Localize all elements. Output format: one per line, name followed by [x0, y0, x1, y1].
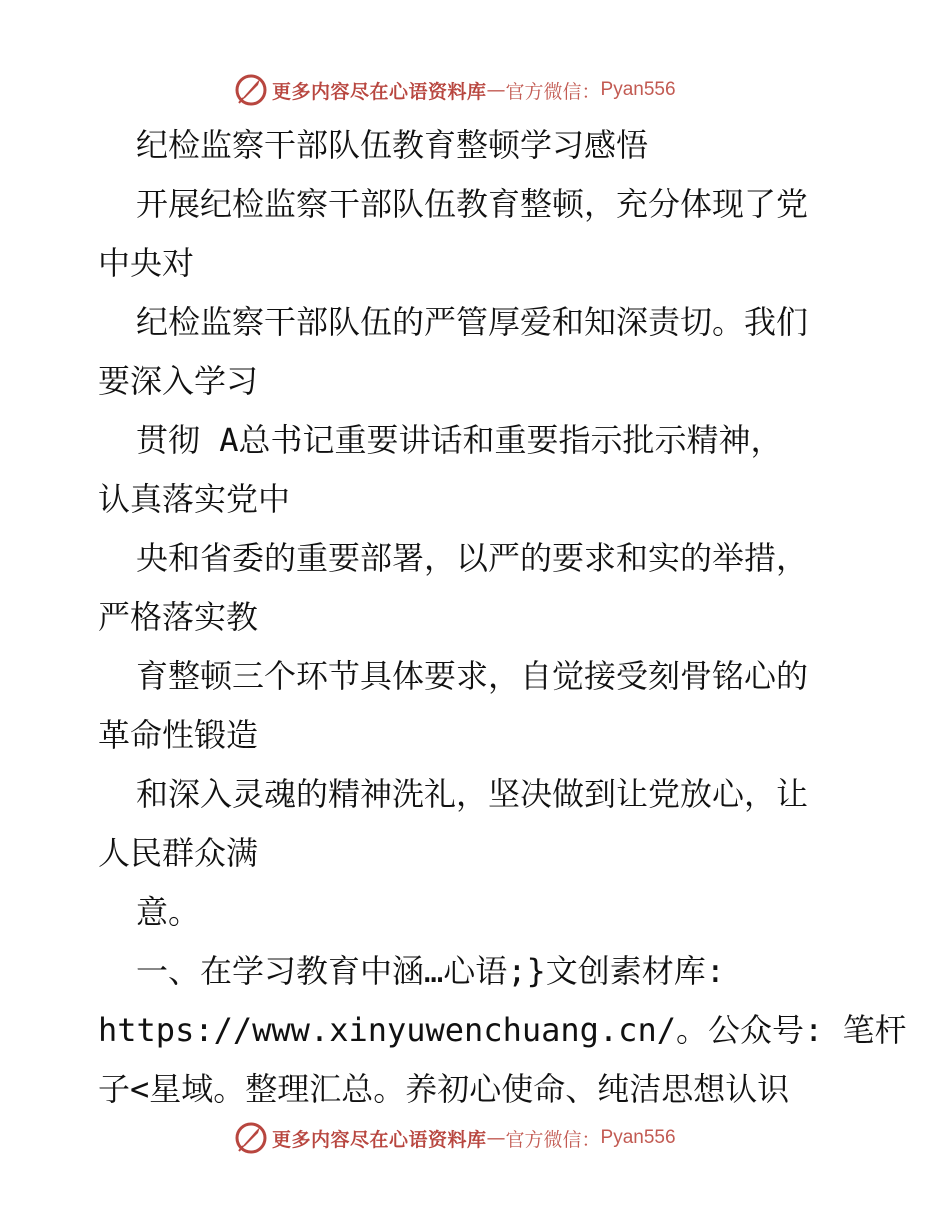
banner-wechat-id: Pyan556 [600, 79, 676, 100]
quill-logo-icon [234, 73, 268, 107]
text-line: 严格落实教 [98, 598, 259, 636]
banner-main-text: 更多内容尽在心语资料库 [272, 1128, 487, 1151]
text-line: 纪检监察干部队伍的严管厚爱和知深责切。我们 [136, 303, 809, 341]
document-body [98, 116, 907, 1119]
text-line: 贯彻 A总书记重要讲话和重要指示批示精神， [136, 421, 783, 459]
banner-wechat-label: 官方微信： [505, 80, 601, 103]
banner-wechat-label: 官方微信： [505, 1128, 601, 1151]
text-line: 央和省委的重要部署，以严的要求和实的举措， [136, 539, 809, 577]
text-line: 开展纪检监察干部队伍教育整顿，充分体现了党 [136, 185, 809, 223]
footer-banner [234, 1118, 676, 1158]
banner-separator: — [486, 1127, 506, 1149]
text-line: 子<星域。整理汇总。养初心使命、纯洁思想认识 [98, 1070, 790, 1108]
document-title: 纪检监察干部队伍教育整顿学习感悟 [136, 126, 649, 164]
quill-logo-icon [234, 1121, 268, 1155]
text-line: 一、在学习教育中涵…心语;}文创素材库: [136, 952, 726, 990]
text-line: 育整顿三个环节具体要求，自觉接受刻骨铭心的 [136, 657, 809, 695]
text-line: 和深入灵魂的精神洗礼，坚决做到让党放心，让 [136, 775, 809, 813]
banner-separator: — [486, 79, 506, 101]
text-line: 认真落实党中 [98, 480, 291, 518]
header-banner [234, 70, 676, 110]
banner-wechat-id: Pyan556 [600, 1127, 676, 1148]
text-line: 要深入学习 [98, 362, 259, 400]
text-line: 人民群众满 [98, 834, 259, 872]
text-line-url: https://www.xinyuwenchuang.cn/。公众号: 笔杆 [98, 1011, 907, 1049]
banner-main-text: 更多内容尽在心语资料库 [272, 80, 487, 103]
text-line: 意。 [136, 893, 201, 931]
text-line: 中央对 [98, 244, 195, 282]
text-line: 革命性锻造 [98, 716, 259, 754]
